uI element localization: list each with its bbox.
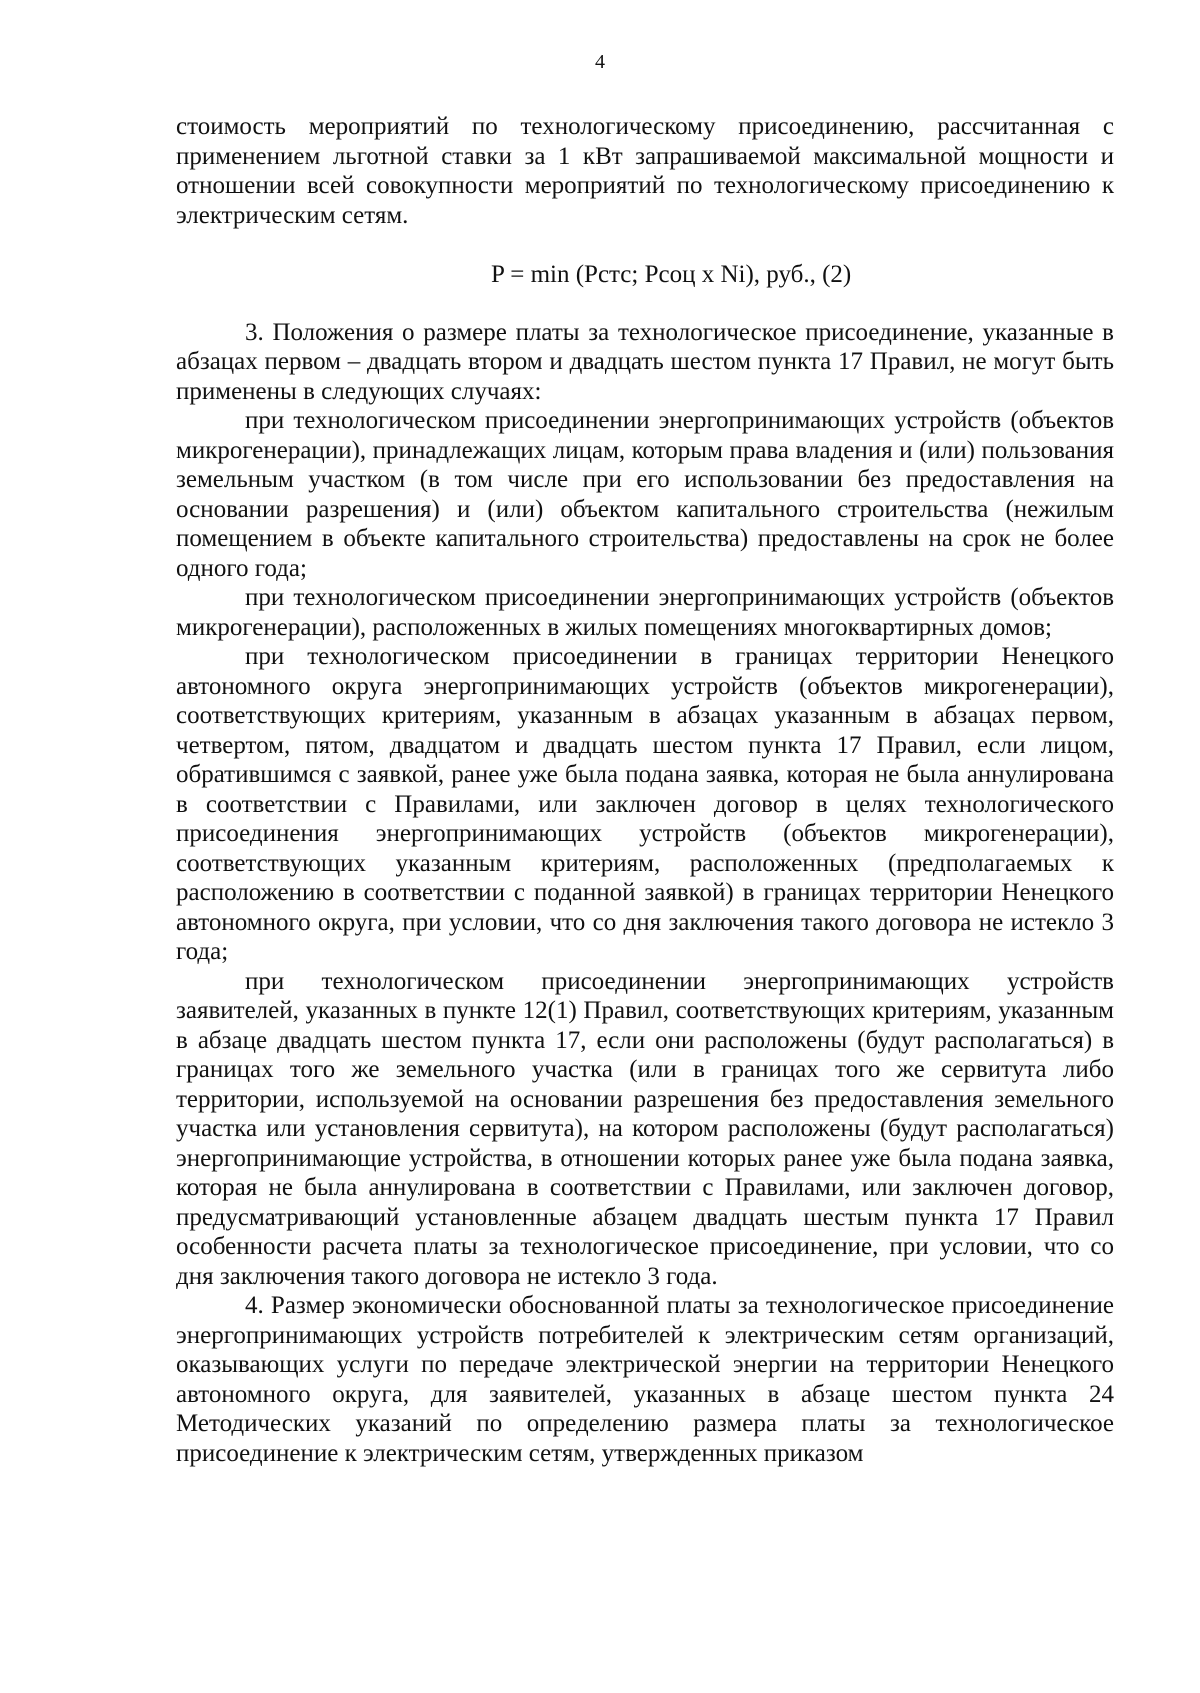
paragraph-3: 3. Положения о размере платы за технологическое присоединение, указанные в абзацах первом – двадцать втором и двадцать шестом пункта 17 Правил, не могут быть применены в следующих случаях:	[176, 318, 1114, 405]
paragraph-3-case-3: при технологическом присоединении в границах территории Ненецкого автономного округа энергопринимающих устройств (объектов микрогенерации), соответствующих критериям, указанным в абзацах указанным в абзацах первом, четвертом, пятом, двадцатом и двадцать шестом пункта 17 Правил, если лицом, обратившимся с заявкой, ранее уже была подана заявка, которая не была аннулирована в соответствии с Правилами, или заключен договор в целях технологического присоединения энергопринимающих устройств (объектов микрогенерации), соответствующих указанным критериям, расположенных (предполагаемых к расположению в соответствии с поданной заявкой) в границах территории Ненецкого автономного округа, при условии, что со дня заключения такого договора не истекло 3 года;	[176, 643, 1114, 965]
formula: P = min (Рстс; Рсоц x Ni), руб., (2)	[491, 261, 852, 288]
paragraph-3-case-4: при технологическом присоединении энергопринимающих устройств заявителей, указанных в пункте 12(1) Правил, соответствующих критериям, указанным в абзаце двадцать шестом пункта 17, если они расположены (будут располагаться) в границах того же земельного участка (или в границах того же сервитута либо территории, используемой на основании разрешения без предоставления земельного участка или установления сервитута), на котором расположены (будут располагаться) энергопринимающие устройства, в отношении которых ранее уже была подана заявка, которая не была аннулирована в соответствии с Правилами, или заключен договор, предусматривающий установленные абзацем двадцать шестым пункта 17 Правил особенности расчета платы за технологическое присоединение, при условии, что со дня заключения такого договора не истекло 3 года.	[176, 967, 1114, 1290]
page-number: 4	[595, 51, 605, 73]
paragraph-3-case-1: при технологическом присоединении энергопринимающих устройств (объектов микрогенерации), принадлежащих лицам, которым права владения и (или) пользования земельным участком (в том числе при его использовании без предоставления на основании разрешения) и (или) объектом капитального строительства (нежилым помещением в объекте капитального строительства) предоставлены на срок не более одного года;	[176, 407, 1114, 582]
paragraph-continuation: стоимость мероприятий по технологическому присоединению, рассчитанная с применением льготной ставки за 1 кВт запрашиваемой максимальной мощности и отношении всей совокупности мероприятий по технологическому присоединению к электрическим сетям.	[176, 113, 1114, 229]
paragraph-4: 4. Размер экономически обоснованной платы за технологическое присоединение энергопринимающих устройств потребителей к электрическим сетям организаций, оказывающих услуги по передаче электрической энергии на территории Ненецкого автономного округа, для заявителей, указанных в абзаце шестом пункта 24 Методических указаний по определению размера платы за технологическое присоединение к электрическим сетям, утвержденных приказом	[176, 1292, 1114, 1467]
document-body	[176, 112, 1114, 1468]
paragraph-3-case-2: при технологическом присоединении энергопринимающих устройств (объектов микрогенерации), расположенных в жилых помещениях многоквартирных домов;	[176, 584, 1114, 641]
